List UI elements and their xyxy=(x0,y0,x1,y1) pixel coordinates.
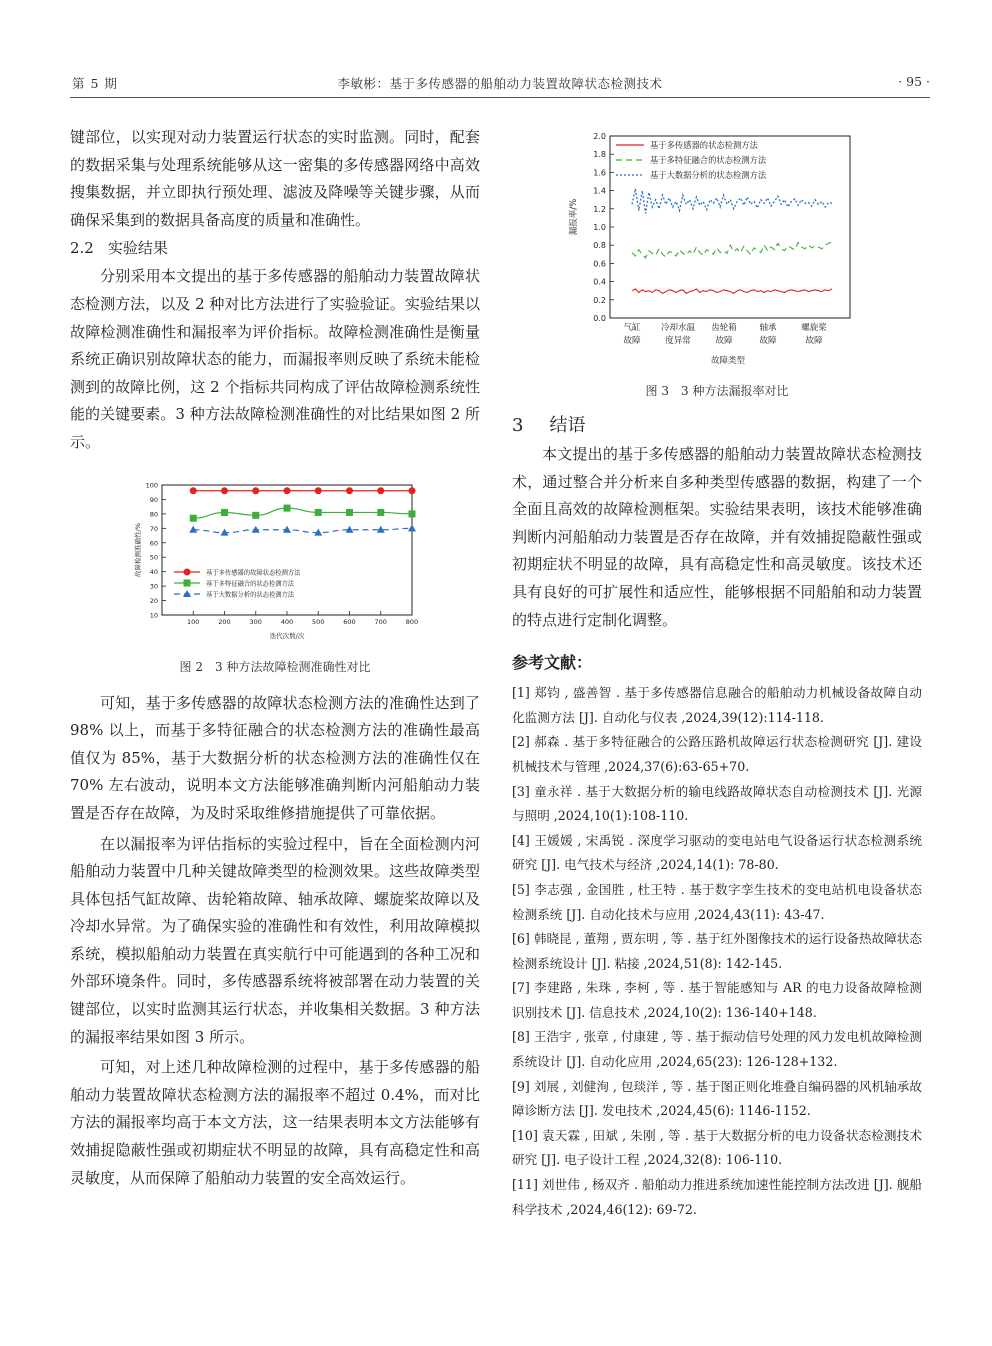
y-axis-label: 漏报率/% xyxy=(569,198,579,236)
x-category-label: 故障 xyxy=(805,336,823,346)
x-tick-label: 700 xyxy=(374,617,387,626)
references-heading: 参考文献： xyxy=(512,653,593,673)
y-tick-label: 100 xyxy=(145,481,158,490)
data-point xyxy=(408,524,416,531)
y-tick-label: 50 xyxy=(149,553,158,562)
x-category-label: 轴承 xyxy=(759,323,777,333)
y-tick-label: 1.0 xyxy=(593,223,606,232)
reference-item: [8] 王浩宇 , 张章 , 付康建 , 等 . 基于振动信号处理的风力发电机故障检测系统设计 [J]. 自动化应用 ,2024,65(23): 126-128+132. xyxy=(512,1029,922,1070)
section-heading-3 xyxy=(512,411,922,437)
x-tick-label: 100 xyxy=(187,617,200,626)
x-category-label: 故障 xyxy=(623,336,641,346)
y-tick-label: 0.0 xyxy=(593,314,606,323)
x-category-label: 度异常 xyxy=(665,336,691,346)
figure-3-chart xyxy=(512,126,922,366)
reference-item: [5] 李志强 , 金国胜 , 杜王特 . 基于数字孪生技术的变电站机电设备状态检测系统 [J]. 自动化技术与应用 ,2024,43(11): 43-47. xyxy=(512,881,922,922)
figure-2 xyxy=(70,471,480,675)
figure-3-caption: 图 3 3 种方法漏报率对比 xyxy=(645,384,789,398)
legend-label: 基于大数据分析的状态检测方法 xyxy=(650,170,767,180)
data-point xyxy=(190,514,197,521)
y-tick-label: 0.8 xyxy=(593,241,606,251)
x-tick-label: 600 xyxy=(343,617,356,626)
left-column xyxy=(70,124,480,1192)
x-axis-label: 迭代次数/次 xyxy=(269,631,305,640)
data-point xyxy=(252,511,259,518)
x-tick-label: 300 xyxy=(249,617,262,626)
figure-3 xyxy=(512,126,922,399)
section-number: 3 xyxy=(512,415,524,436)
data-point xyxy=(315,487,322,494)
legend-label: 基于多特征融合的状态检测方法 xyxy=(650,155,767,165)
y-tick-label: 1.2 xyxy=(593,204,606,214)
x-tick-label: 800 xyxy=(405,617,419,626)
reference-item: [3] 童永祥 . 基于大数据分析的输电线路故障状态自动检测技术 [J]. 光源与照明 ,2024,10(1):108-110. xyxy=(512,783,922,824)
reference-item: [9] 刘展 , 刘健洵 , 包琰洋 , 等 . 基于图正则化堆叠自编码器的风机轴承故障诊断方法 [J]. 发电技术 ,2024,45(6): 1146-1152. xyxy=(512,1078,922,1119)
paragraph-miss-rate-result: 可知，对上述几种故障检测的过程中，基于多传感器的船舶动力装置故障状态检测方法的漏报率不超过 0.4%，而对比方法的漏报率均高于本文方法，这一结果表明本文方法能够有效捕捉隐蔽性强或初期症状不明显的故障，具有高稳定性和高灵敏度，从而保障了船舶动力装置的安全高效运行。 xyxy=(70,1058,480,1187)
section-title: 结语 xyxy=(549,415,586,436)
legend-label: 基于多传感器的状态检测方法 xyxy=(650,140,758,150)
data-point xyxy=(315,508,322,515)
x-category-label: 故障 xyxy=(759,336,777,346)
references-list xyxy=(512,681,922,1222)
figure-2-caption: 图 2 3 种方法故障检测准确性对比 xyxy=(179,659,371,674)
y-tick-label: 40 xyxy=(149,567,158,576)
data-point xyxy=(346,508,353,515)
reference-item: [6] 韩晓昆 , 董翔 , 贾东明 , 等 . 基于红外图像技术的运行设备热故障状态检测系统设计 [J]. 粘接 ,2024,51(8): 142-145. xyxy=(512,931,922,971)
paragraph-experiment: 分别采用本文提出的基于多传感器的船舶动力装置故障状态检测方法，以及 2 种对比方法进行了实验验证。实验结果以故障检测准确性和漏报率为评价指标。故障检测准确性是衡量系统正确识别故障状态的能力，而漏报率则反映了系统未能检测到的故障比例，这 2 个指标共同构成了评估故障检测系统性能的关键要素。3 种方法故障检测准确性的对比结果如图 2 所示。 xyxy=(70,267,480,451)
y-tick-label: 90 xyxy=(149,495,158,504)
x-category-label: 故障 xyxy=(715,336,733,346)
y-tick-label: 0.4 xyxy=(593,277,606,287)
y-axis-label: 故障检测准确性/% xyxy=(134,522,142,577)
issue-number: 第 5 期 xyxy=(72,76,118,91)
y-tick-label: 70 xyxy=(149,524,158,533)
section-title: 实验结果 xyxy=(107,239,168,258)
data-point xyxy=(190,487,197,494)
y-tick-label: 60 xyxy=(149,538,158,547)
y-tick-label: 2.0 xyxy=(593,132,606,141)
reference-item: [2] 郝森 . 基于多特征融合的公路压路机故障运行状态检测研究 [J]. 建设机械技术与管理 ,2024,37(6):63-65+70. xyxy=(512,734,922,774)
reference-item: [10] 袁天霖 , 田斌 , 朱刚 , 等 . 基于大数据分析的电力设备状态检测技术研究 [J]. 电子设计工程 ,2024,32(8): 106-110. xyxy=(512,1127,922,1168)
series-line xyxy=(632,289,832,294)
reference-item: [1] 郑钧 , 盛善智 . 基于多传感器信息融合的船舶动力机械设备故障自动化监测方法 [J]. 自动化与仪表 ,2024,39(12):114-118. xyxy=(512,685,922,725)
paragraph-intro: 键部位，以实现对动力装置运行状态的实时监测。同时，配套的数据采集与处理系统能够从这一密集的多传感器网络中高效搜集数据，并立即执行预处理、滤波及降噪等关键步骤，从而确保采集到的数据具备高度的质量和准确性。 xyxy=(70,128,480,229)
paragraph-conclusion: 本文提出的基于多传感器的船舶动力装置故障状态检测技术，通过整合并分析来自多种类型传感器的数据，构建了一个全面且高效的故障检测框架。实验结果表明，该技术能够准确判断内河船舶动力装置是否存在故障，并有效捕捉隐蔽性强或初期症状不明显的故障，具有高稳定性和高灵敏度。该技术还具有良好的可扩展性和适应性，能够根据不同船舶和动力装置的特点进行定制化调整。 xyxy=(512,445,922,629)
data-point xyxy=(252,487,259,494)
legend-label: 基于大数据分析的状态检测方法 xyxy=(206,591,295,599)
y-tick-label: 80 xyxy=(149,509,158,518)
x-tick-label: 400 xyxy=(280,617,294,626)
data-point xyxy=(284,487,291,494)
right-column xyxy=(512,126,922,1222)
reference-item: [11] 刘世伟 , 杨双齐 . 船舶动力推进系统加速性能控制方法改进 [J]. 舰船科学技术 ,2024,46(12): 69-72. xyxy=(512,1177,922,1217)
figure-2-chart xyxy=(70,471,480,646)
y-tick-label: 10 xyxy=(149,611,158,620)
legend-marker xyxy=(184,579,191,586)
data-point xyxy=(346,487,353,494)
x-axis-label: 故障类型 xyxy=(710,356,746,366)
running-title: 李敏彬：基于多传感器的船舶动力装置故障状态检测技术 xyxy=(337,76,663,91)
data-point xyxy=(377,487,384,494)
section-heading-2-2 xyxy=(70,236,480,261)
data-point xyxy=(284,504,291,511)
data-point xyxy=(221,487,228,494)
data-point xyxy=(377,508,384,515)
y-tick-label: 0.6 xyxy=(593,259,606,269)
y-tick-label: 0.2 xyxy=(593,295,606,305)
reference-item: [4] 王媛媛 , 宋禹锐 . 深度学习驱动的变电站电气设备运行状态检测系统研究 [J]. 电气技术与经济 ,2024,14(1): 78-80. xyxy=(512,832,922,873)
y-tick-label: 30 xyxy=(149,582,158,591)
x-category-label: 齿轮箱 xyxy=(711,323,737,333)
x-category-label: 冷却水温 xyxy=(660,323,696,333)
paragraph-accuracy: 可知，基于多传感器的故障状态检测方法的准确性达到了 98% 以上，而基于多特征融合的状态检测方法的准确性最高值仅为 85%，基于大数据分析的状态检测方法的准确性仅在 70% 左右波动，说明本文方法能够准确判断内河船舶动力装置是否存在故障，为及时采取维修措施提供了可靠依据。 xyxy=(70,693,480,822)
x-tick-label: 500 xyxy=(312,617,325,626)
y-tick-label: 20 xyxy=(149,596,158,605)
data-point xyxy=(221,508,228,515)
y-tick-label: 1.6 xyxy=(593,168,606,178)
data-point xyxy=(409,510,416,517)
y-tick-label: 1.4 xyxy=(593,186,606,196)
x-category-label: 气缸 xyxy=(623,323,641,333)
section-number: 2.2 xyxy=(70,239,94,258)
y-tick-label: 1.8 xyxy=(593,150,606,160)
legend-marker xyxy=(184,568,191,575)
reference-item: [7] 李建路 , 朱珠 , 李柯 , 等 . 基于智能感知与 AR 的电力设备故障检测识别技术 [J]. 信息技术 ,2024,10(2): 136-140+148. xyxy=(512,980,922,1020)
legend-label: 基于多传感器的故障状态检测方法 xyxy=(206,569,301,577)
page-number: · 95 · xyxy=(898,74,930,89)
series-line xyxy=(632,189,832,214)
paragraph-miss-rate: 在以漏报率为评估指标的实验过程中，旨在全面检测内河船舶动力装置中几种关键故障类型的检测效果。这些故障类型具体包括气缸故障、齿轮箱故障、轴承故障、螺旋桨故障以及冷却水异常。为了确保实验的准确性和有效性，利用故障模拟系统，模拟船舶动力装置在真实航行中可能遇到的各种工况和外部环境条件。同时，多传感器系统将被部署在动力装置的关键部位，以实时监测其运行状态，并收集相关数据。3 种方法的漏报率结果如图 3 所示。 xyxy=(70,834,480,1046)
legend-label: 基于多特征融合的状态检测方法 xyxy=(206,580,295,588)
running-header xyxy=(70,66,930,98)
series-line xyxy=(632,242,832,258)
x-tick-label: 200 xyxy=(218,617,231,626)
data-point xyxy=(409,487,416,494)
x-category-label: 螺旋桨 xyxy=(801,323,827,333)
